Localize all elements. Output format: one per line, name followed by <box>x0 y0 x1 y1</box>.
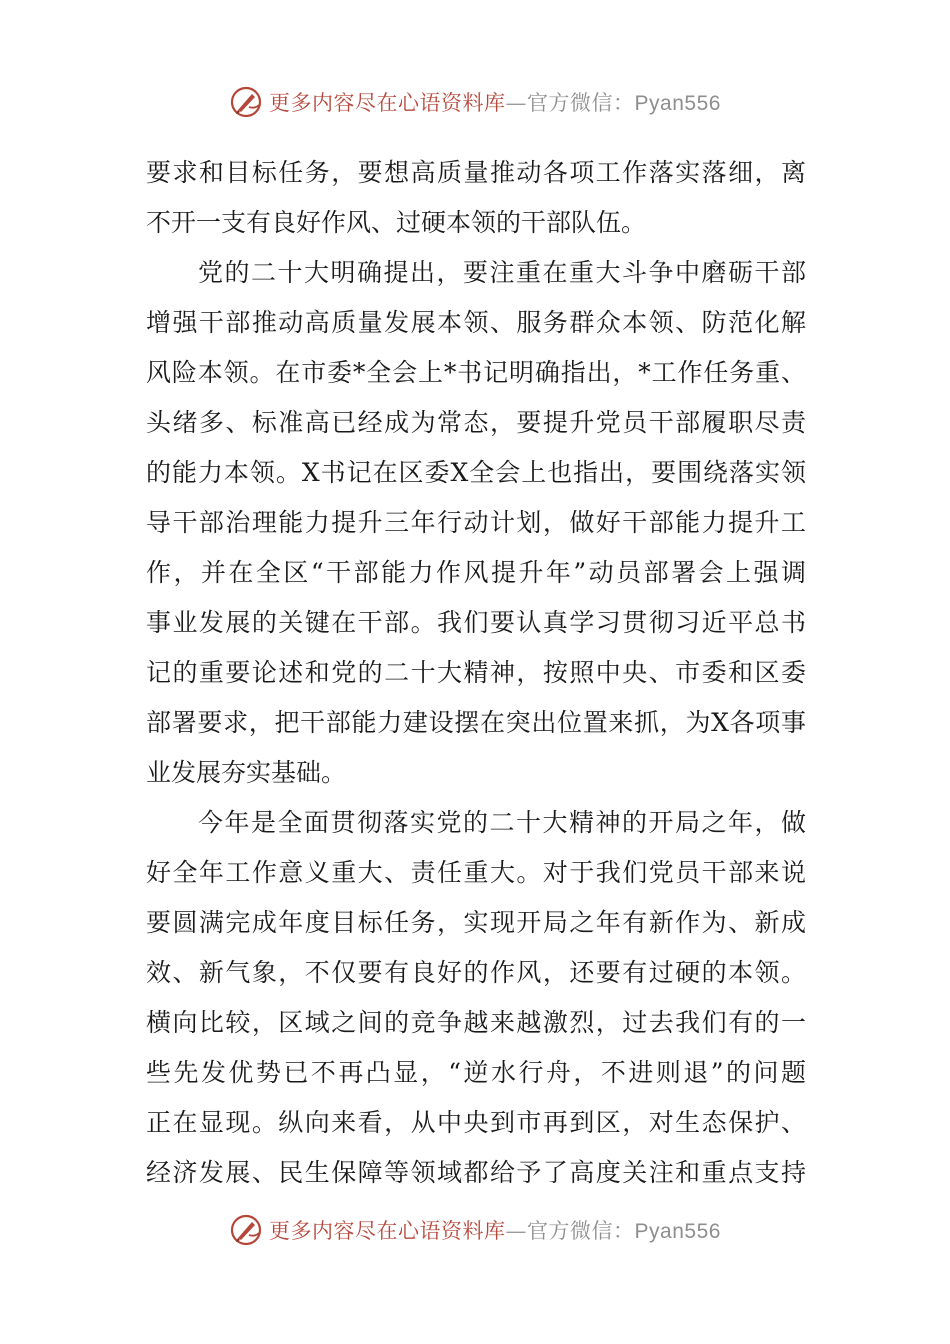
text-line: 党的二十大明确提出，要注重在重大斗争中磨砺干部 <box>198 258 806 287</box>
pen-logo-icon <box>229 85 263 119</box>
text-line: 导干部治理能力提升三年行动计划，做好干部能力提升工 <box>146 508 806 537</box>
text-line: 风险本领。在市委*全会上*书记明确指出，*工作任务重、 <box>146 358 806 387</box>
text-line: 作，并在全区“干部能力作风提升年”动员部署会上强调 <box>146 558 806 587</box>
text-line: 经济发展、民生保障等领域都给予了高度关注和重点支持 <box>146 1158 806 1187</box>
text-line: 增强干部推动高质量发展本领、服务群众本领、防范化解 <box>146 308 806 337</box>
footer-banner-wechat-id: Pyan556 <box>634 1220 721 1243</box>
text-line: 的能力本领。X书记在区委X全会上也指出，要围绕落实领 <box>146 458 806 487</box>
header-banner-text <box>269 87 721 117</box>
text-line: 好全年工作意义重大、责任重大。对于我们党员干部来说 <box>146 858 806 887</box>
document-body <box>146 148 806 1198</box>
header-banner <box>0 82 950 122</box>
header-banner-wechat-label: 官方微信： <box>527 91 635 115</box>
text-line: 些先发优势已不再凸显，“逆水行舟，不进则退”的问题 <box>146 1058 806 1087</box>
footer-banner-wechat-label: 官方微信： <box>527 1219 635 1243</box>
text-line: 部署要求，把干部能力建设摆在突出位置来抓，为X各项事 <box>146 708 806 737</box>
text-line: 要求和目标任务，要想高质量推动各项工作落实落细，离 <box>146 158 806 187</box>
footer-banner-dash: — <box>505 1219 528 1243</box>
pen-logo-icon <box>229 1213 263 1247</box>
text-line: 记的重要论述和党的二十大精神，按照中央、市委和区委 <box>146 658 806 687</box>
footer-banner-text <box>269 1215 721 1245</box>
text-line: 横向比较，区域之间的竞争越来越激烈，过去我们有的一 <box>146 1008 806 1037</box>
header-banner-title: 更多内容尽在心语资料库 <box>269 91 506 115</box>
text-line: 头绪多、标准高已经成为常态，要提升党员干部履职尽责 <box>146 408 806 437</box>
text-line: 效、新气象，不仅要有良好的作风，还要有过硬的本领。 <box>146 958 806 987</box>
footer-banner-title: 更多内容尽在心语资料库 <box>269 1219 506 1243</box>
text-line: 要圆满完成年度目标任务，实现开局之年有新作为、新成 <box>146 908 806 937</box>
header-banner-dash: — <box>505 91 528 115</box>
footer-banner <box>0 1210 950 1250</box>
text-line: 不开一支有良好作风、过硬本领的干部队伍。 <box>146 208 647 237</box>
text-line: 正在显现。纵向来看，从中央到市再到区，对生态保护、 <box>146 1108 806 1137</box>
header-banner-wechat-id: Pyan556 <box>634 92 721 115</box>
text-line: 业发展夯实基础。 <box>146 758 347 787</box>
text-line: 事业发展的关键在干部。我们要认真学习贯彻习近平总书 <box>146 608 806 637</box>
text-line: 今年是全面贯彻落实党的二十大精神的开局之年，做 <box>198 808 806 837</box>
